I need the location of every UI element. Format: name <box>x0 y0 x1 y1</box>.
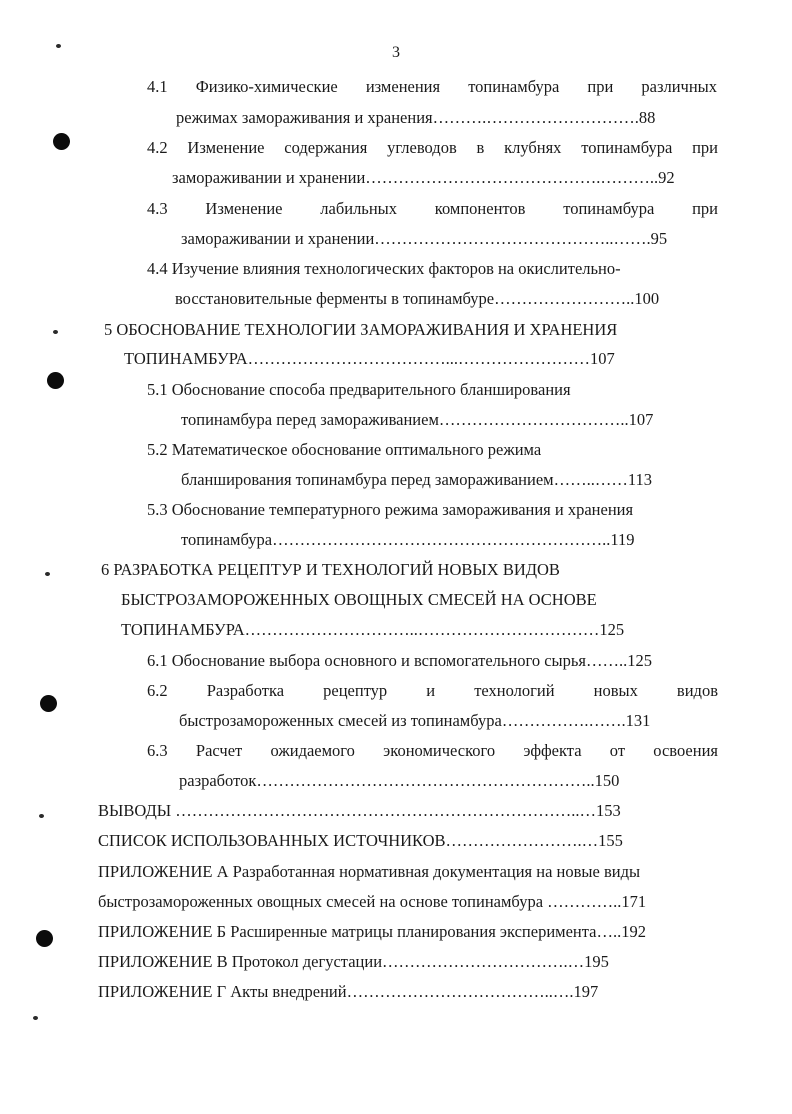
toc-appendix-b: ПРИЛОЖЕНИЕ Б Расширенные матрицы планирования эксперимента…..192 <box>98 922 646 941</box>
toc-entry-4-4-line-1: 4.4 Изучение влияния технологических факторов на окислительно- <box>147 259 621 278</box>
toc-references: СПИСОК ИСПОЛЬЗОВАННЫХ ИСТОЧНИКОВ…………………….…155 <box>98 831 623 850</box>
toc-conclusions: ВЫВОДЫ ………………………………………………………………..…153 <box>98 801 621 820</box>
toc-entry-5-2-line-2: бланширования топинамбура перед замораживанием……..……113 <box>181 470 652 489</box>
toc-chapter-6-line-3: ТОПИНАМБУРА…………………………..……………………………125 <box>121 620 625 639</box>
speck-4 <box>39 814 44 818</box>
punch-hole-2 <box>47 372 64 389</box>
toc-appendix-v: ПРИЛОЖЕНИЕ В Протокол дегустации…………………………….…195 <box>98 952 609 971</box>
toc-entry-6-1: 6.1 Обоснование выбора основного и вспомогательного сырья……..125 <box>147 651 652 670</box>
toc-appendix-g: ПРИЛОЖЕНИЕ Г Акты внедрений………………………………..….197 <box>98 982 599 1001</box>
toc-entry-5-1-line-2: топинамбура перед замораживанием……………………………..107 <box>181 410 654 429</box>
toc-entry-6-3-line-2: разработок……………………………………………………..150 <box>179 771 620 790</box>
page-number: 3 <box>392 44 400 61</box>
toc-entry-5-1-line-1: 5.1 Обоснование способа предварительного бланширования <box>147 380 571 399</box>
toc-chapter-5-line-2: ТОПИНАМБУРА………………………………...……………………107 <box>124 349 615 368</box>
toc-entry-6-2-line-2: быстрозамороженных смесей из топинамбура…………….…….131 <box>179 711 651 730</box>
toc-entry-4-1-line-2: режимах замораживания и хранения……….……………………….88 <box>176 108 656 127</box>
toc-entry-4-3-line-2: замораживании и хранении……………………………………..…….95 <box>181 229 668 248</box>
toc-chapter-5-line-1: 5 ОБОСНОВАНИЕ ТЕХНОЛОГИИ ЗАМОРАЖИВАНИЯ И ХРАНЕНИЯ <box>104 320 618 339</box>
toc-entry-6-3-line-1: 6.3 Расчет ожидаемого экономического эффекта от освоения <box>147 741 718 760</box>
punch-hole-3 <box>40 695 57 712</box>
toc-entry-5-3-line-1: 5.3 Обоснование температурного режима замораживания и хранения <box>147 500 634 519</box>
toc-chapter-6-line-1: 6 РАЗРАБОТКА РЕЦЕПТУР И ТЕХНОЛОГИЙ НОВЫХ ВИДОВ <box>101 560 560 579</box>
toc-entry-4-3-line-1: 4.3 Изменение лабильных компонентов топинамбура при <box>147 199 718 218</box>
punch-hole-1 <box>53 133 70 150</box>
toc-entry-4-1-line-1: 4.1 Физико-химические изменения топинамбура при различных <box>147 77 717 96</box>
toc-entry-5-2-line-1: 5.2 Математическое обоснование оптимального режима <box>147 440 542 459</box>
toc-entry-5-3-line-2: топинамбура……………………………………………………..119 <box>181 530 635 549</box>
toc-entry-4-2-line-1: 4.2 Изменение содержания углеводов в клубнях топинамбура при <box>147 138 718 157</box>
toc-chapter-6-line-2: БЫСТРОЗАМОРОЖЕННЫХ ОВОЩНЫХ СМЕСЕЙ НА ОСНОВЕ <box>121 590 597 609</box>
toc-entry-6-2-line-1: 6.2 Разработка рецептур и технологий новых видов <box>147 681 718 700</box>
speck-5 <box>33 1016 38 1020</box>
speck-2 <box>53 330 58 334</box>
toc-appendix-a-line-1: ПРИЛОЖЕНИЕ А Разработанная нормативная документация на новые виды <box>98 862 641 881</box>
toc-entry-4-4-line-2: восстановительные ферменты в топинамбуре……………………..100 <box>175 289 660 308</box>
toc-entry-4-2-line-2: замораживании и хранении…………………………………….………..92 <box>172 168 675 187</box>
toc-appendix-a-line-2: быстрозамороженных овощных смесей на основе топинамбура …………..171 <box>98 892 647 911</box>
punch-hole-4 <box>36 930 53 947</box>
speck-3 <box>45 572 50 576</box>
